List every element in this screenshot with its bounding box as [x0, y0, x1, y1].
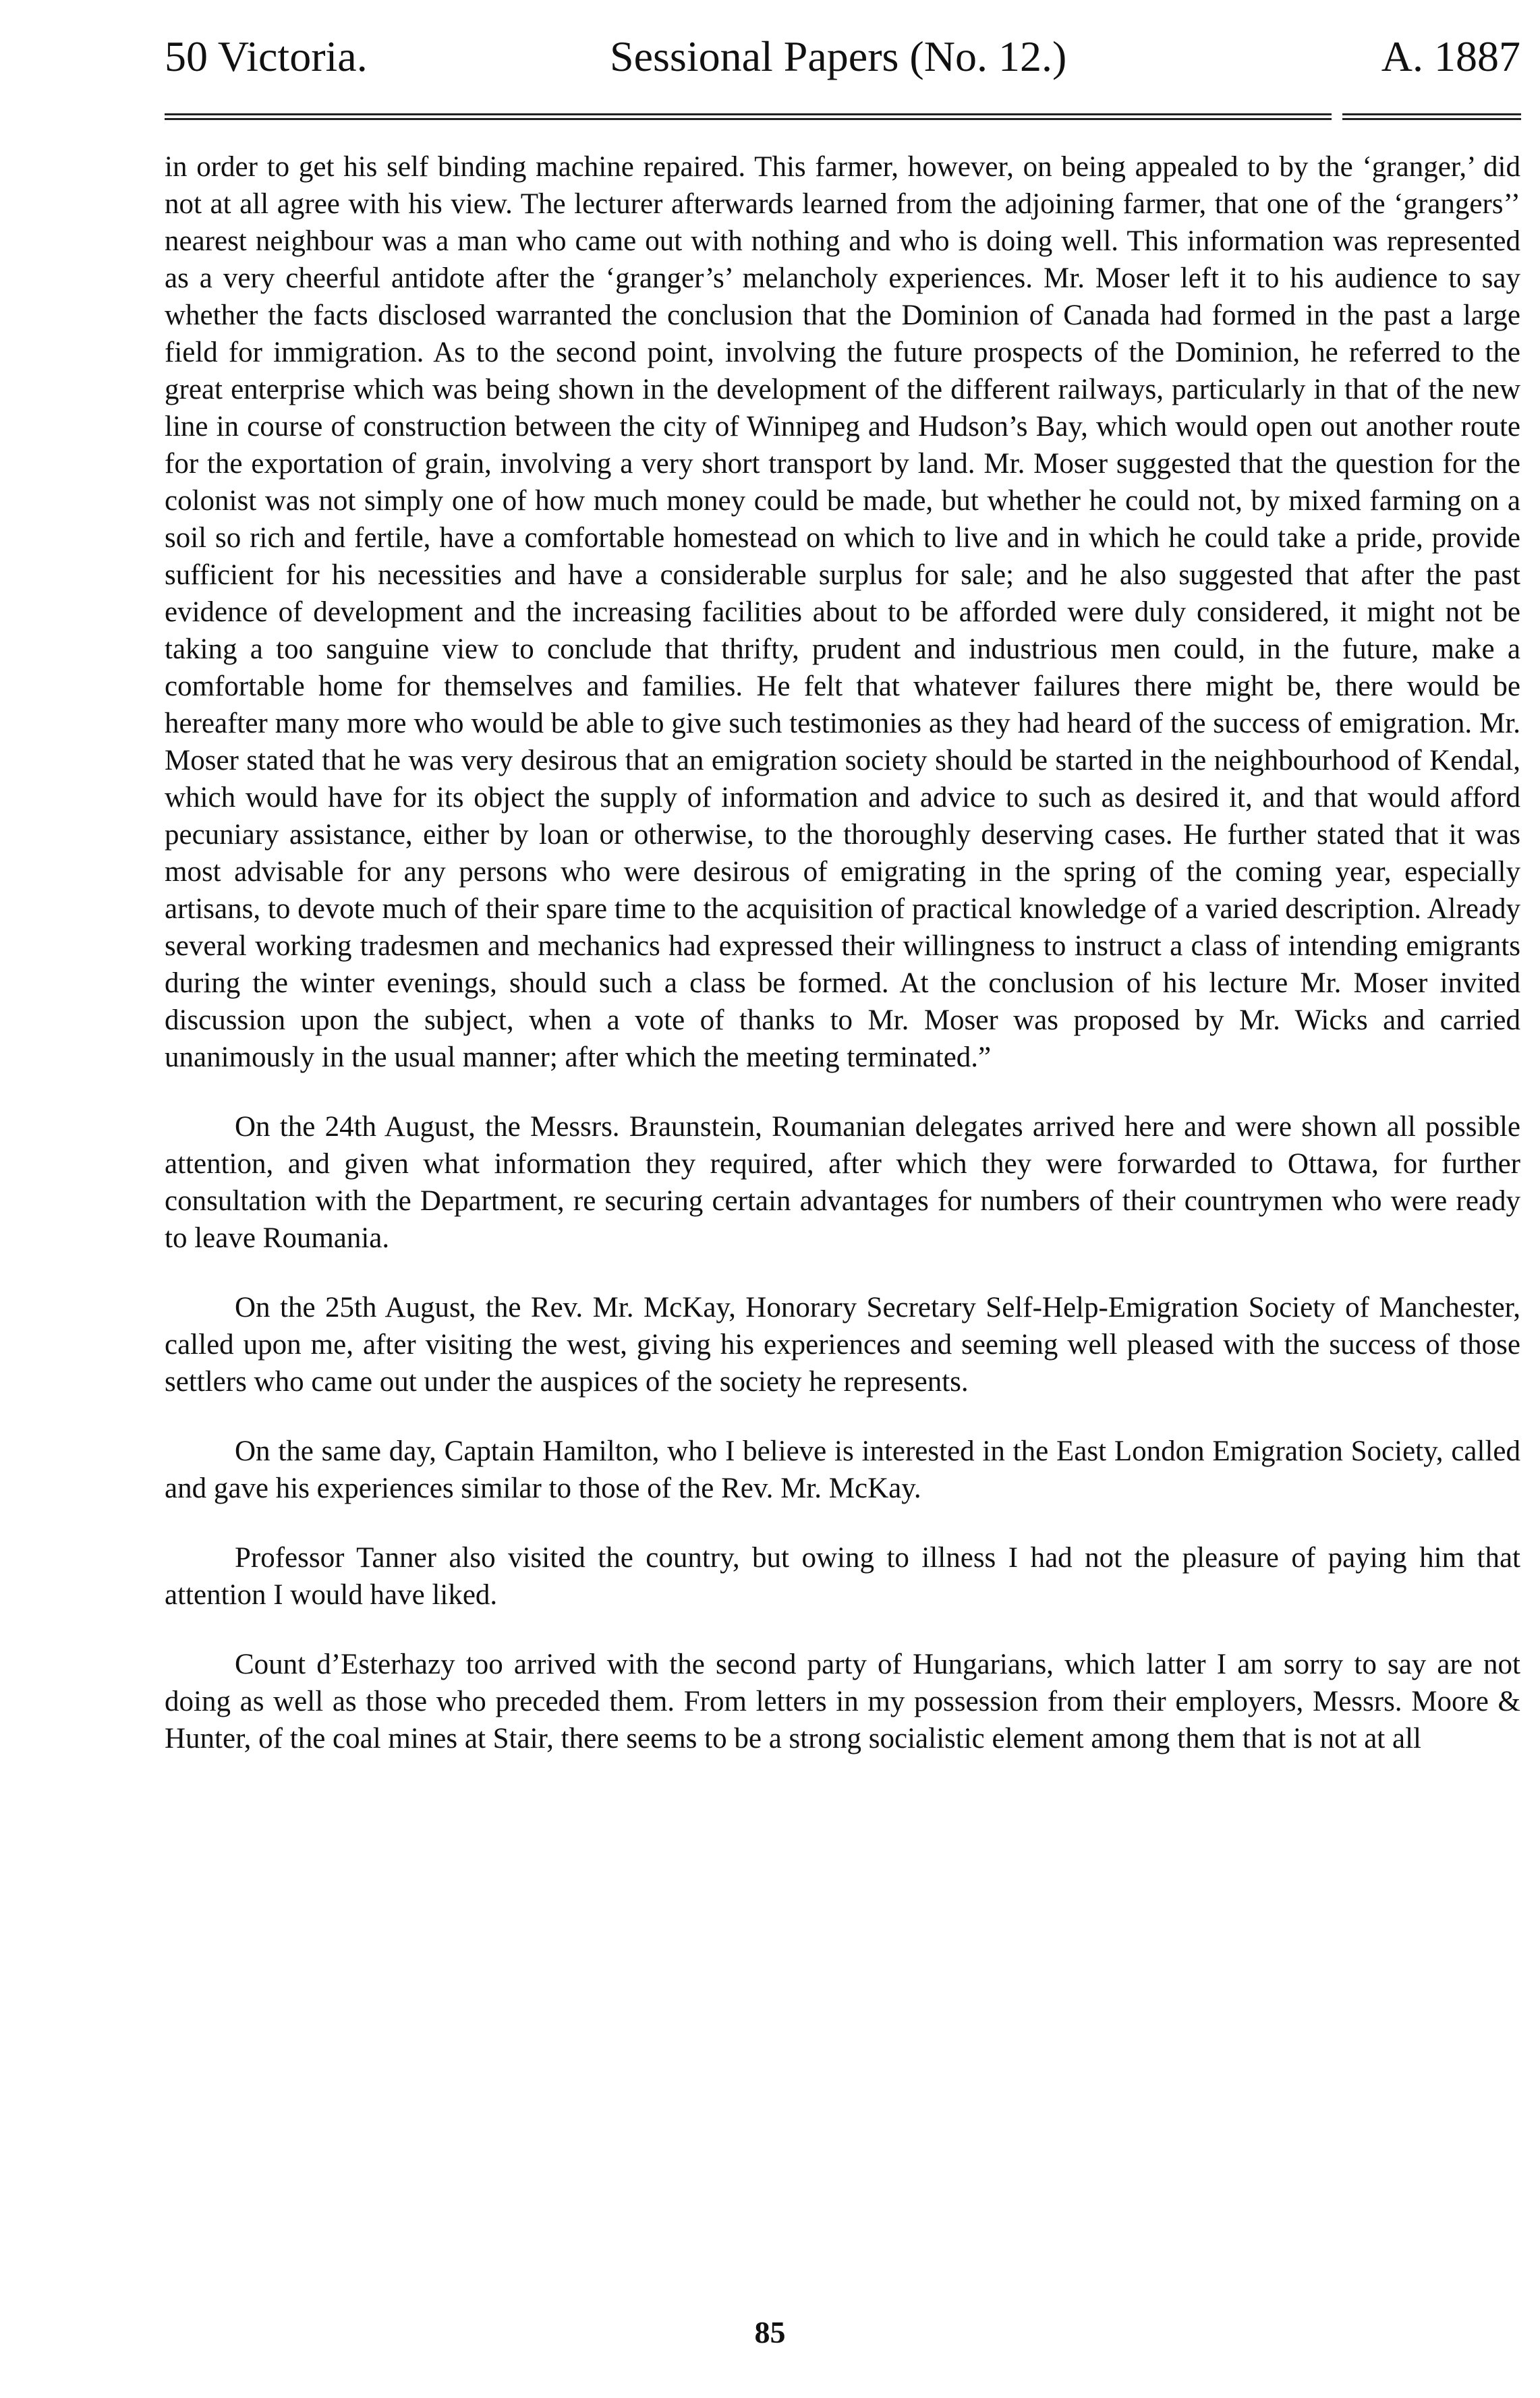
- page-number: 85: [754, 2315, 786, 2349]
- paragraph-count-esterhazy: Count d’Esterhazy too arrived with the second party of Hungarians, which latter I am sorry to say are not doing as well as those who preceded them. From letters in my possession from their employers, Messrs. Moore & Hunter, of the coal mines at Stair, there seems to be a strong socialistic element among them that is not at all: [165, 1649, 1520, 1754]
- running-header: [165, 30, 1520, 84]
- paragraph-captain-hamilton: On the same day, Captain Hamilton, who I believe is interested in the East London Emigration Society, called and gave his experiences similar to those of the Rev. Mr. McKay.: [165, 1435, 1520, 1504]
- body-text: [165, 148, 1520, 1790]
- header-rule: [165, 113, 1332, 120]
- paragraph-lecture-continued: in order to get his self binding machine repaired. This farmer, however, on being appealed to by the ‘granger,’ did not at all agree with his view. The lecturer afterwards learned from the adjoining farmer, that one of the ‘grangers’’ nearest neighbour was a man who came out with nothing and who is doing well. This information was represented as a very cheerful antidote after the ‘granger’s’ melancholy experiences. Mr. Moser left it to his audience to say whether the facts disclosed warranted the conclusion that the Dominion of Canada had formed in the past a large field for immigration. As to the second point, involving the future prospects of the Dominion, he referred to the great enterprise which was being shown in the development of the different railways, particularly in that of the new line in course of construction between the city of Winnipeg and Hudson’s Bay, which would open out another route for the exportation of grain, involving a very short transport by land. Mr. Moser suggested that the question for the colonist was not simply one of how much money could be made, but whether he could not, by mixed farming on a soil so rich and fertile, have a comfortable homestead on which to live and in which he could take a pride, provide sufficient for his necessities and have a considerable surplus for sale; and he also suggested that after the past evidence of development and the increasing facilities about to be afforded were duly considered, it might not be taking a too sanguine view to conclude that thrifty, prudent and industrious men could, in the future, make a comfortable home for themselves and families. He felt that whatever failures there might be, there would be hereafter many more who would be able to give such testimonies as they had heard of the success of emigration. Mr. Moser stated that he was very desirous that an emigration society should be started in the neighbourhood of Kendal, which would have for its object the supply of information and advice to such as desired it, and that would afford pecuniary assistance, either by loan or otherwise, to the thoroughly deserving cases. He further stated that it was most advisable for any persons who were desirous of emigrating in the spring of the coming year, especially artisans, to devote much of their spare time to the acquisition of practical knowledge of a varied description. Already several working tradesmen and mechanics had expressed their willingness to instruct a class of intending emigrants during the winter evenings, should such a class be formed. At the conclusion of his lecture Mr. Moser invited discussion upon the subject, when a vote of thanks to Mr. Moser was proposed by Mr. Wicks and carried unanimously in the usual manner; after which the meeting terminated.”: [165, 151, 1520, 1073]
- paragraph-professor-tanner: Professor Tanner also visited the country, but owing to illness I had not the pleasure of paying him that attention I would have liked.: [165, 1542, 1520, 1611]
- header-rule-short: [1342, 113, 1521, 120]
- paragraph-roumanian-delegates: On the 24th August, the Messrs. Braunstein, Roumanian delegates arrived here and were shown all possible attention, and given what information they required, after which they were forwarded to Ottawa, for further consultation with the Department, re securing certain advantages for numbers of their countrymen who were ready to leave Roumania.: [165, 1111, 1520, 1254]
- paragraph-rev-mckay: On the 25th August, the Rev. Mr. McKay, Honorary Secretary Self-Help-Emigration Society of Manchester, called upon me, after visiting the west, giving his experiences and seeming well pleased with the success of those settlers who came out under the auspices of the society he represents.: [165, 1292, 1520, 1398]
- header-year: A. 1887: [1381, 32, 1520, 80]
- header-title: Sessional Papers (No. 12.): [610, 32, 1067, 80]
- header-session: 50 Victoria.: [165, 32, 368, 80]
